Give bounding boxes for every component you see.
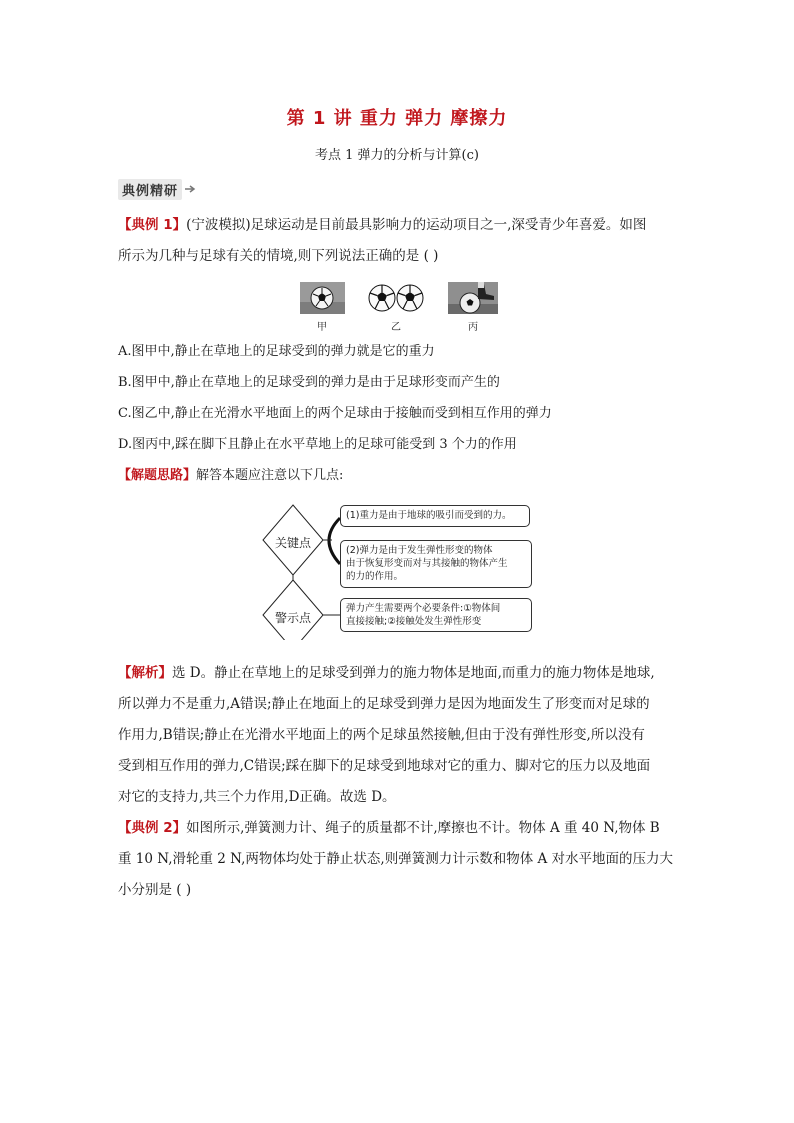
example2-line1: [118, 813, 678, 844]
section-badge-text: 典例精研: [118, 179, 182, 200]
page-title: 第 1 讲 重力 弹力 摩擦力: [286, 108, 508, 129]
analysis-line4: 受到相互作用的弹力,C错误;踩在脚下的足球受到地球对它的重力、脚对它的压力以及地面: [118, 758, 651, 774]
image-bing: [448, 282, 498, 314]
diagram-box-elastic: [340, 540, 532, 588]
example1-text1: (宁波模拟)足球运动是目前最具影响力的运动项目之一,深受青少年喜爱。如图: [186, 217, 647, 233]
option-b: B.图甲中,静止在草地上的足球受到的弹力是由于足球形变而产生的: [118, 375, 500, 390]
approach-text: 解答本题应注意以下几点:: [196, 468, 344, 483]
option-d: D.图丙中,踩在脚下且静止在水平草地上的足球可能受到 3 个力的作用: [118, 437, 517, 452]
example1: [118, 210, 678, 272]
option-a: A.图甲中,静止在草地上的足球受到的弹力就是它的重力: [118, 344, 435, 359]
arrow-decoration-icon: [184, 184, 198, 194]
option-c: C.图乙中,静止在光滑水平地面上的两个足球由于接触而受到相互作用的弹力: [118, 406, 552, 421]
box2-text3: 的力的作用。: [346, 571, 404, 582]
warning-point-label: 警示点: [274, 611, 311, 625]
example1-images: [300, 282, 500, 332]
analysis-line1: [118, 658, 678, 689]
box3-text1: 弹力产生需要两个必要条件:①物体间: [346, 603, 501, 614]
example2-line3: 小分别是 ( ): [118, 882, 192, 898]
example2-line2: 重 10 N,滑轮重 2 N,两物体均处于静止状态,则弹簧测力计示数和物体 A 对水平地面的压力大: [118, 851, 674, 867]
box2-text2: 由于恢复形变而对与其接触的物体产生: [346, 558, 508, 569]
approach-label: 【解题思路】: [118, 468, 197, 483]
example1-line2: 所示为几种与足球有关的情境,则下列说法正确的是 ( ): [118, 248, 439, 264]
subtitle: 考点 1 弹力的分析与计算(c): [315, 148, 479, 163]
example2-text1: 如图所示,弹簧测力计、绳子的质量都不计,摩擦也不计。物体 A 重 40 N,物体 B: [186, 820, 660, 836]
analysis-line5: 对它的支持力,共三个力作用,D正确。故选 D。: [118, 789, 396, 805]
two-soccer-balls-icon: [368, 282, 424, 314]
caption-yi: 乙: [391, 322, 401, 333]
section-badge: [118, 180, 198, 198]
key-point-diagram: [260, 500, 540, 640]
analysis-label: 【解析】: [118, 665, 172, 681]
example1-line1: [118, 210, 678, 241]
caption-bing: 丙: [468, 322, 478, 333]
example1-label: 【典例 1】: [118, 217, 187, 233]
analysis-text1: 选 D。静止在草地上的足球受到弹力的施力物体是地面,而重力的施力物体是地球,: [172, 665, 655, 681]
example2-label: 【典例 2】: [118, 820, 187, 836]
analysis: [118, 658, 678, 813]
diagram-box-gravity: [340, 505, 530, 527]
image-jia: [300, 282, 345, 314]
diagram-box-conditions: [340, 598, 532, 632]
box2-text1: (2)弹力是由于发生弹性形变的物体: [346, 545, 493, 556]
box3-text2: 直接接触;②接触处发生弹性形变: [346, 616, 482, 627]
image-yi: [368, 282, 424, 314]
caption-jia: 甲: [317, 322, 327, 333]
key-point-label: 关键点: [274, 536, 311, 550]
box1-text: (1)重力是由于地球的吸引而受到的力。: [346, 510, 512, 521]
analysis-line2: 所以弹力不是重力,A错误;静止在地面上的足球受到弹力是因为地面发生了形变而对足球的: [118, 696, 650, 712]
example2: [118, 813, 678, 906]
soccer-ball-on-grass-icon: [300, 282, 345, 314]
approach: [118, 466, 343, 486]
analysis-line3: 作用力,B错误;静止在光滑水平地面上的两个足球虽然接触,但由于没有弹性形变,所以没有: [118, 727, 645, 743]
foot-on-soccer-ball-icon: [448, 282, 498, 314]
